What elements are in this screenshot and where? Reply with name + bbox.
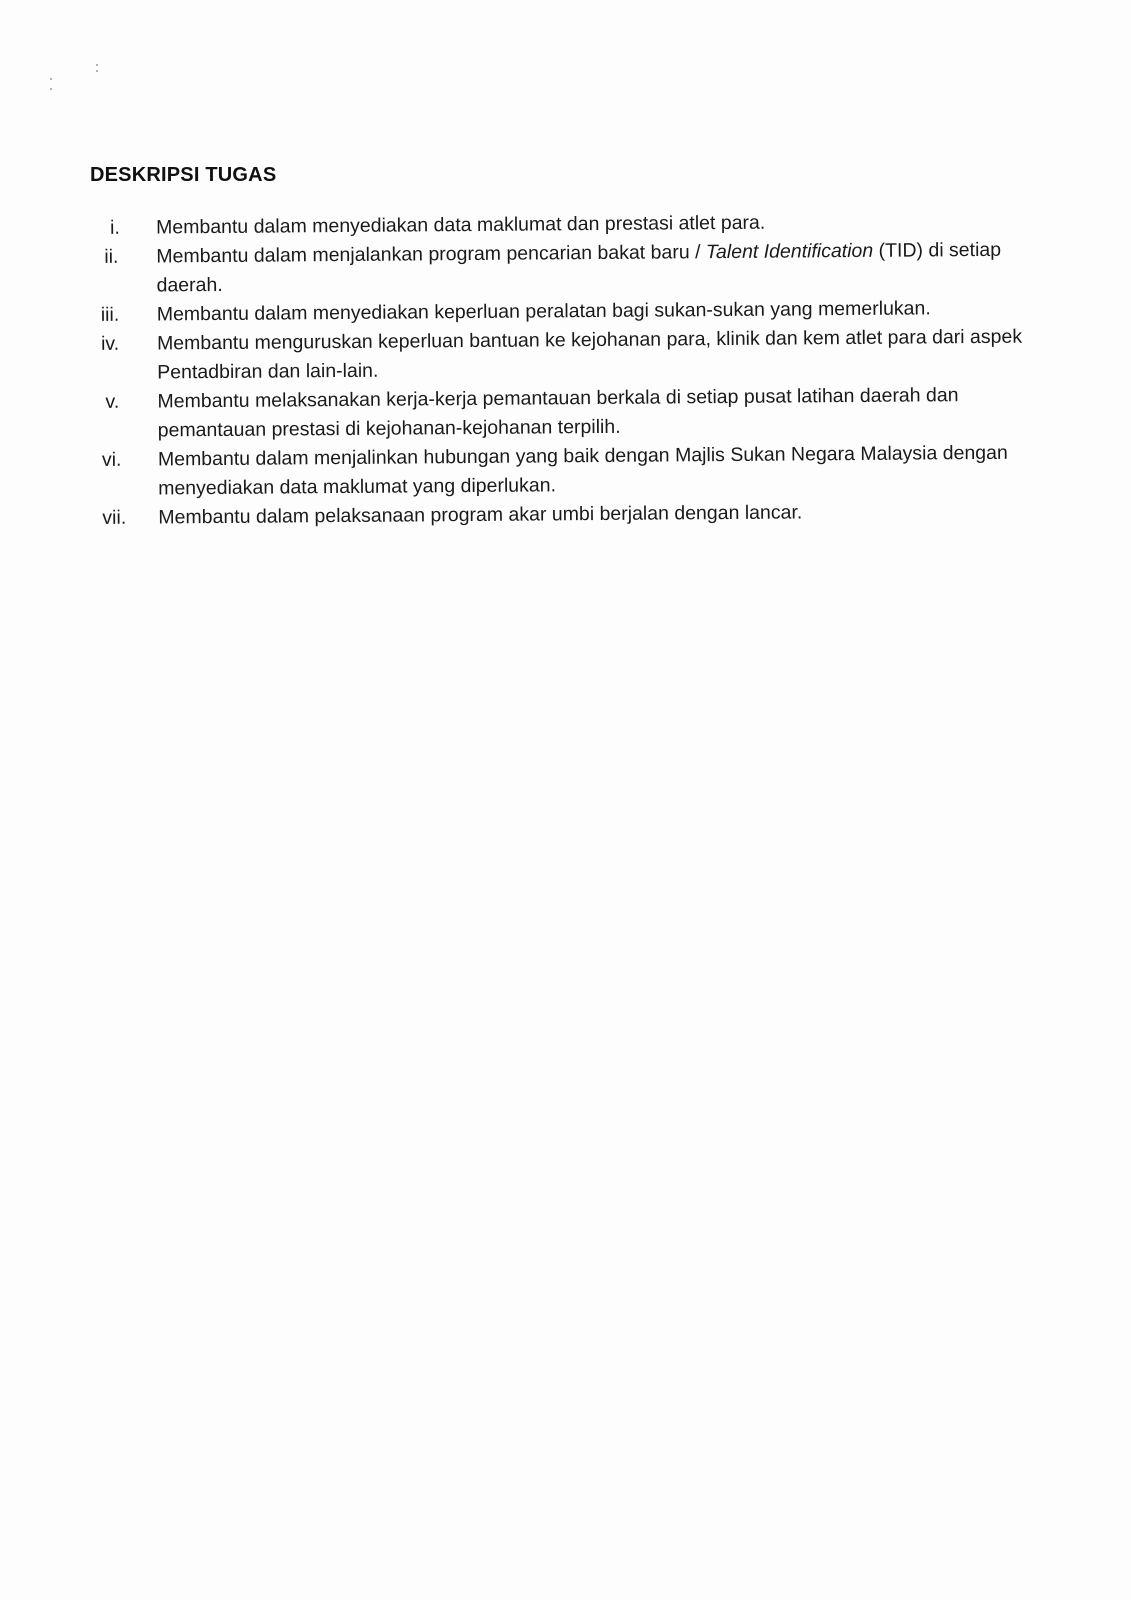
duty-text: Membantu melaksanakan kerja-kerja pemantauan berkala di setiap pusat latihan daerah dan pemantauan prestasi di kejohanan-kejohanan terpilih. xyxy=(157,384,959,442)
duty-item-4 xyxy=(89,322,1049,388)
duty-numeral: v. xyxy=(105,390,120,413)
scan-speck xyxy=(50,88,52,90)
duty-item-7 xyxy=(90,496,1050,533)
duty-text-part: Membantu dalam menjalankan program pencarian bakat baru / xyxy=(156,241,706,268)
duty-text-part: (TID) di setiap daerah. xyxy=(156,238,1002,297)
duty-text: Membantu menguruskan keperluan bantuan ke kejohanan para, klinik dan kem atlet para dari aspek Pentadbiran dan lain-lain. xyxy=(156,325,1023,384)
duty-numeral: vi. xyxy=(101,448,122,471)
duty-list xyxy=(88,206,1050,533)
duty-text: Membantu dalam menyediakan keperluan peralatan bagi sukan-sukan yang memerlukan. xyxy=(156,297,931,326)
duty-numeral: vii. xyxy=(102,506,127,529)
duty-text: Membantu dalam menjalinkan hubungan yang baik dengan Majlis Sukan Negara Malaysia dengan menyediakan data maklumat yang diperlukan. xyxy=(157,441,1008,500)
duty-item-6 xyxy=(90,438,1050,504)
duty-numeral: iv. xyxy=(100,332,120,355)
scan-speck xyxy=(96,70,98,72)
duty-text xyxy=(156,235,1048,300)
scan-speck xyxy=(96,64,98,66)
duty-text-italic: Talent Identification xyxy=(705,239,874,264)
duty-item-2 xyxy=(88,235,1048,301)
duty-item-5 xyxy=(89,380,1049,446)
duty-text: Membantu dalam menyediakan data maklumat dan prestasi atlet para. xyxy=(156,211,766,239)
scan-speck xyxy=(50,78,52,80)
duty-numeral: ii. xyxy=(104,245,119,268)
duty-text: Membantu dalam pelaksanaan program akar umbi berjalan dengan lancar. xyxy=(158,501,803,529)
section-heading: DESKRIPSI TUGAS xyxy=(90,164,277,186)
duty-numeral: i. xyxy=(110,216,120,239)
duty-numeral: iii. xyxy=(100,303,120,326)
